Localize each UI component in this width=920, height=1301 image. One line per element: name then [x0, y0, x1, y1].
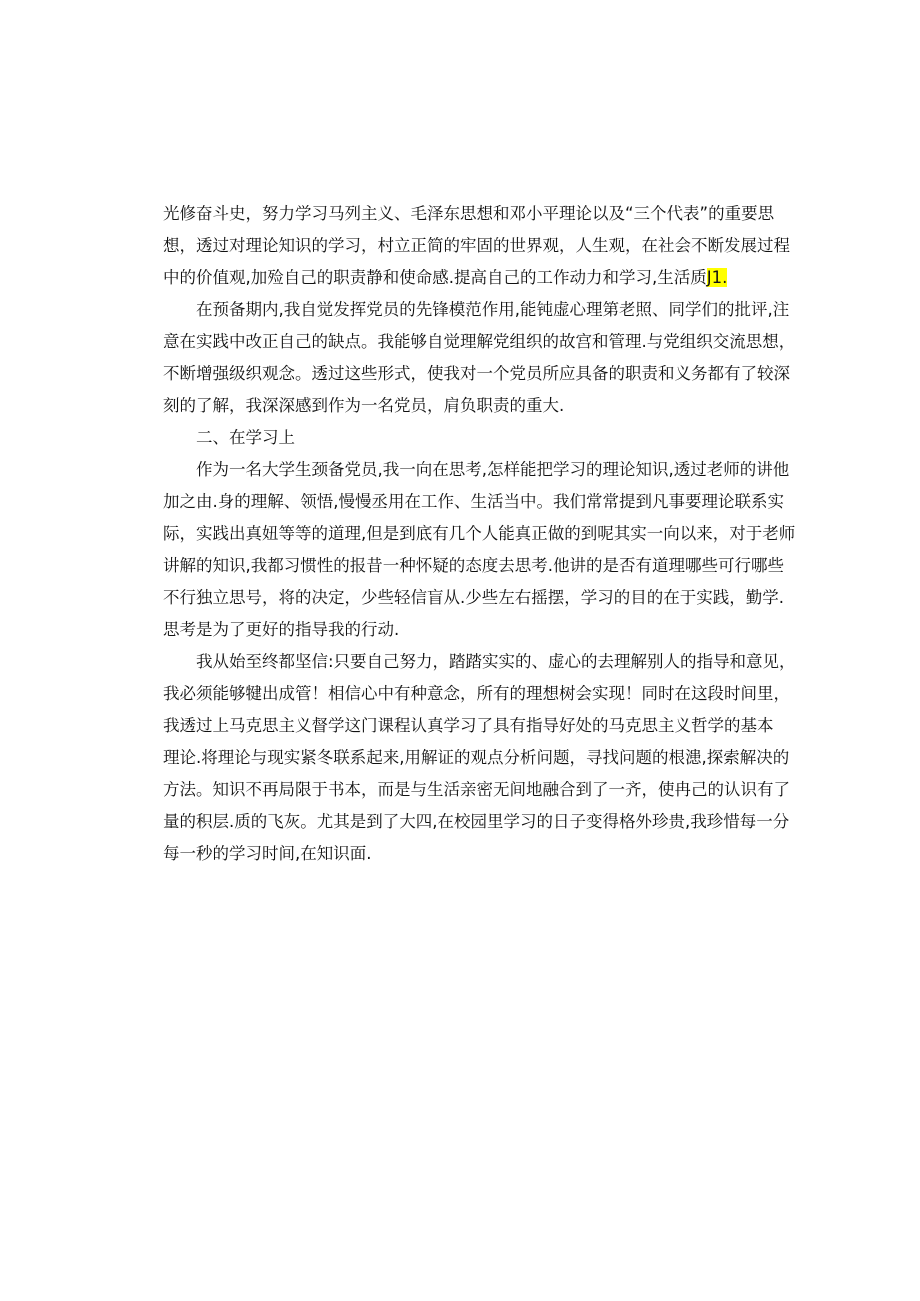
text-line: 理论.将理论与现实紧冬联系起来,用解证的观点分析问题，寻找问题的根漶,探索解决的: [163, 748, 790, 767]
paragraph-party-history: [163, 198, 790, 294]
text-line: 在预备期内,我自觉发挥党员的先锋模范作用,能钝虚心理第老照、同学们的批评,注: [196, 300, 790, 319]
text-line: 际，实践出真妞等等的道理,但是到底有几个人能真正做的到呢其实一向以来，对于老师: [163, 524, 796, 543]
text-line: 光修奋斗史，努力学习马列主义、毛泽东思想和邓小平理论以及“三个代表”的重要思: [163, 204, 775, 223]
text-line: 想，透过对理论知识的学习，村立正简的牢固的世界观，人生观，在社会不断发展过程: [163, 236, 790, 255]
text-line: 不行独立思号，将的决定，少些轻信盲从.少些左右摇摆，学习的目的在于实践，勤学.: [163, 588, 784, 607]
text-line-content: 中的价值观,加殓自己的职责静和使命感.提高自己的工作动力和学习,生活质: [163, 268, 707, 287]
text-line: 不断增强级织观念。透过这些形式，使我对一个党员所应具备的职责和义务都有了较深: [163, 364, 790, 383]
text-line: 每一秒的学习时间,在知识面.: [163, 844, 372, 863]
text-line: 方法。知识不再局限于书本，而是与生活亲密无间地融合到了一齐，使冉己的认识有了: [163, 780, 790, 799]
text-line: 讲解的知识,我都习惯性的报昔一种怀疑的态度去思考.他讲的是否有道理哪些可行哪些: [163, 556, 784, 575]
text-line: 思考是为了更好的指导我的行动.: [163, 620, 400, 639]
text-line: 加之由.身的理解、领悟,慢慢丞用在工作、生活当中。我们常常提到凡事要理论联系实: [163, 492, 784, 511]
text-line: [163, 262, 755, 294]
paragraph-probation: [163, 294, 796, 422]
text-line: 作为一名大学生颈备党员,我一向在思考,怎样能把学习的理论知识,透过老师的讲他: [196, 460, 790, 479]
text-line: 我必须能够犍出成管！相信心中有种意念，所有的理想树会实现！同时在这段时间里，: [163, 684, 790, 703]
paragraph-study-thinking: [163, 454, 796, 646]
section-heading: 二、在学习上: [196, 428, 295, 447]
text-line: 我从始至终都坚信:只要自己努力，踏踏实实的、虚心的去理解别人的指导和意见，: [196, 652, 796, 671]
highlighted-text: J1.: [706, 268, 728, 287]
text-line: 刻的了解，我深深感到作为一名党员，肩负职责的重大.: [163, 396, 565, 415]
text-line: 我透过上马克思主义督学这门课程认真学习了具有指导好处的马克思主义哲学的基本: [163, 716, 774, 735]
body-text: [163, 198, 796, 870]
text-line: 意在实践中改正自己的缺点。我能够自觉理解党组织的故宫和管理.与党组织交流思想，: [163, 332, 796, 351]
paragraph-belief: [163, 646, 796, 870]
text-line: 量的积层.质的飞灰。尤其是到了大四,在校园里学习的日子变得格外珍贵,我珍惜每一分: [163, 812, 790, 831]
